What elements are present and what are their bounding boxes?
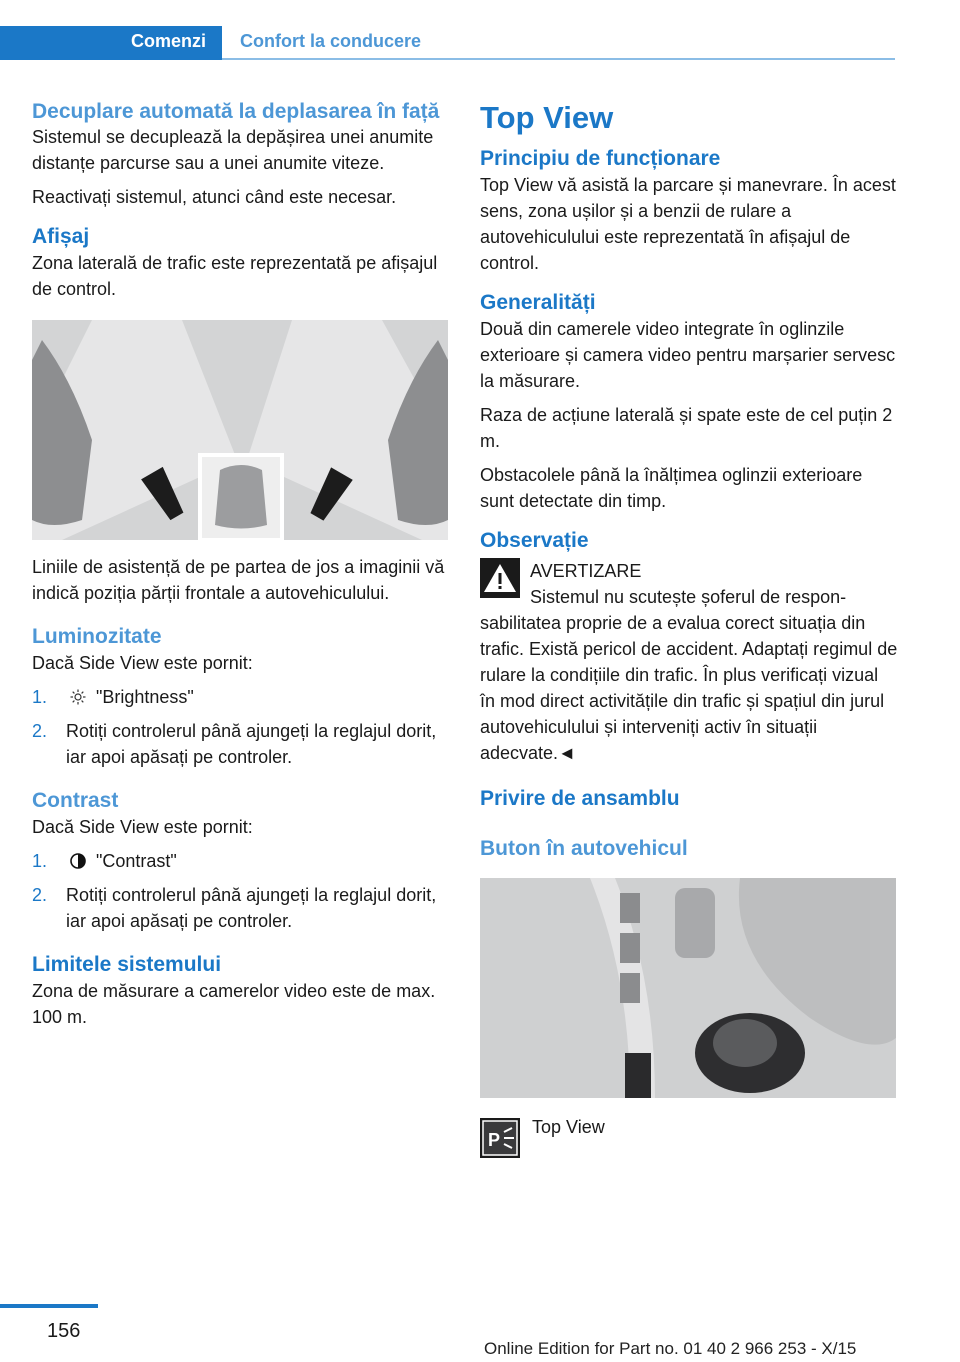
warning-icon <box>480 558 520 598</box>
button-row <box>480 1118 898 1162</box>
steps-contrast <box>32 848 450 934</box>
section-decuplare <box>32 100 450 210</box>
online-edition: Online Edition for Part no. 01 40 2 966 253 - X/15 <box>484 1339 857 1358</box>
contrast-icon <box>70 853 86 869</box>
warning-heading: AVERTIZARE <box>530 561 642 581</box>
step-number: 2. <box>32 885 48 905</box>
step-brightness-label: "Brightness" <box>96 687 194 707</box>
heading-afisaj: Afișaj <box>32 225 90 248</box>
left-column <box>32 100 450 1044</box>
tab-comenzi[interactable] <box>0 26 222 60</box>
section-contrast <box>32 788 450 934</box>
section-privire <box>480 786 898 812</box>
console-image <box>480 878 896 1098</box>
step-number: 1. <box>32 687 48 707</box>
section-luminozitate <box>32 624 450 770</box>
step-brightness <box>32 684 450 710</box>
step-rotate-text: Rotiți controlerul până ajungeți la reglajul dorit, iar apoi apăsați pe controler. <box>66 885 437 931</box>
warning-text: Sistemul nu scutește șoferul de responsabilitatea proprie de a evalua corect situația din trafic. Există pericol de accident. Adaptați regimul de rulare la condițiile din trafic. În plus verificați vizual în mod direct activitățile din trafic și spațiul din jurul autovehiculului și interveniți activ în situații adecvate.◄ <box>480 587 898 763</box>
right-column <box>480 100 898 1162</box>
svg-text:P: P <box>488 1130 501 1150</box>
steps-luminozitate <box>32 684 450 770</box>
side-view-illustration <box>32 320 448 540</box>
topview-button-icon <box>480 1118 520 1158</box>
heading-buton: Buton în autovehicul <box>480 837 688 860</box>
section-principiu <box>480 146 898 276</box>
step-number: 1. <box>32 851 48 871</box>
step-contrast-label: "Contrast" <box>96 851 177 871</box>
para-contrast-intro: Dacă Side View este pornit: <box>32 817 253 837</box>
section-generalitati <box>480 290 898 514</box>
para-decuplare-2: Reactivați sistemul, atunci când este necesar. <box>32 187 397 207</box>
step-number: 2. <box>32 721 48 741</box>
topview-button-label: Top View <box>532 1117 605 1137</box>
heading-principiu: Principiu de funcționare <box>480 147 721 170</box>
para-limite: Zona de măsurare a camerelor video este de max. 100 m. <box>32 981 436 1027</box>
para-generalitati-3: Obstacolele până la înălțimea oglinzii exterioare sunt detectate din timp. <box>480 465 863 511</box>
page-number: 156 <box>47 1320 81 1342</box>
step-contrast <box>32 848 450 874</box>
heading-luminozitate: Luminozitate <box>32 625 162 648</box>
heading-contrast: Contrast <box>32 789 119 812</box>
para-decuplare-1: Sistemul se decuplează la depășirea unei anumite distanțe parcurse sau a unei anumite viteze. <box>32 127 434 173</box>
section-buton <box>480 836 898 862</box>
section-observatie <box>480 528 898 766</box>
heading-observatie: Observație <box>480 529 589 552</box>
section-afisaj <box>32 224 450 302</box>
section-limite <box>32 952 450 1030</box>
para-afisaj: Zona laterală de trafic este reprezentată pe afișajul de control. <box>32 253 438 299</box>
figure-caption: Liniile de asistență de pe partea de jos a imaginii vă indică poziția părții frontale a autovehiculului. <box>32 557 445 603</box>
sun-icon <box>70 689 86 705</box>
console-illustration <box>480 878 896 1098</box>
heading-generalitati: Generalități <box>480 291 596 314</box>
side-view-image <box>32 320 448 540</box>
step-rotate <box>32 718 450 770</box>
header-tabs <box>0 26 895 62</box>
footer-line <box>0 1304 98 1308</box>
tab-confort[interactable]: Confort la conducere <box>240 31 422 51</box>
warning-block <box>480 558 898 766</box>
step-rotate <box>32 882 450 934</box>
heading-top-view: Top View <box>480 100 614 135</box>
heading-privire: Privire de ansamblu <box>480 787 680 810</box>
heading-limite: Limitele sistemului <box>32 953 222 976</box>
tab-comenzi-label: Comenzi <box>130 31 206 51</box>
step-rotate-text: Rotiți controlerul până ajungeți la reglajul dorit, iar apoi apăsați pe controler. <box>66 721 437 767</box>
para-generalitati-1: Două din camerele video integrate în oglinzile exterioare și camera video pentru marșarier servesc la măsurare. <box>480 319 896 391</box>
para-luminozitate-intro: Dacă Side View este pornit: <box>32 653 253 673</box>
para-generalitati-2: Raza de acțiune laterală și spate este de cel puțin 2 m. <box>480 405 893 451</box>
heading-decuplare: Decuplare automată la deplasarea în față <box>32 100 440 123</box>
tab-divider <box>222 58 895 60</box>
para-principiu: Top View vă asistă la parcare și manevrare. În acest sens, zona ușilor și a benzii de rulare a autovehiculului este reprezentată în afișajul de control. <box>480 175 896 273</box>
